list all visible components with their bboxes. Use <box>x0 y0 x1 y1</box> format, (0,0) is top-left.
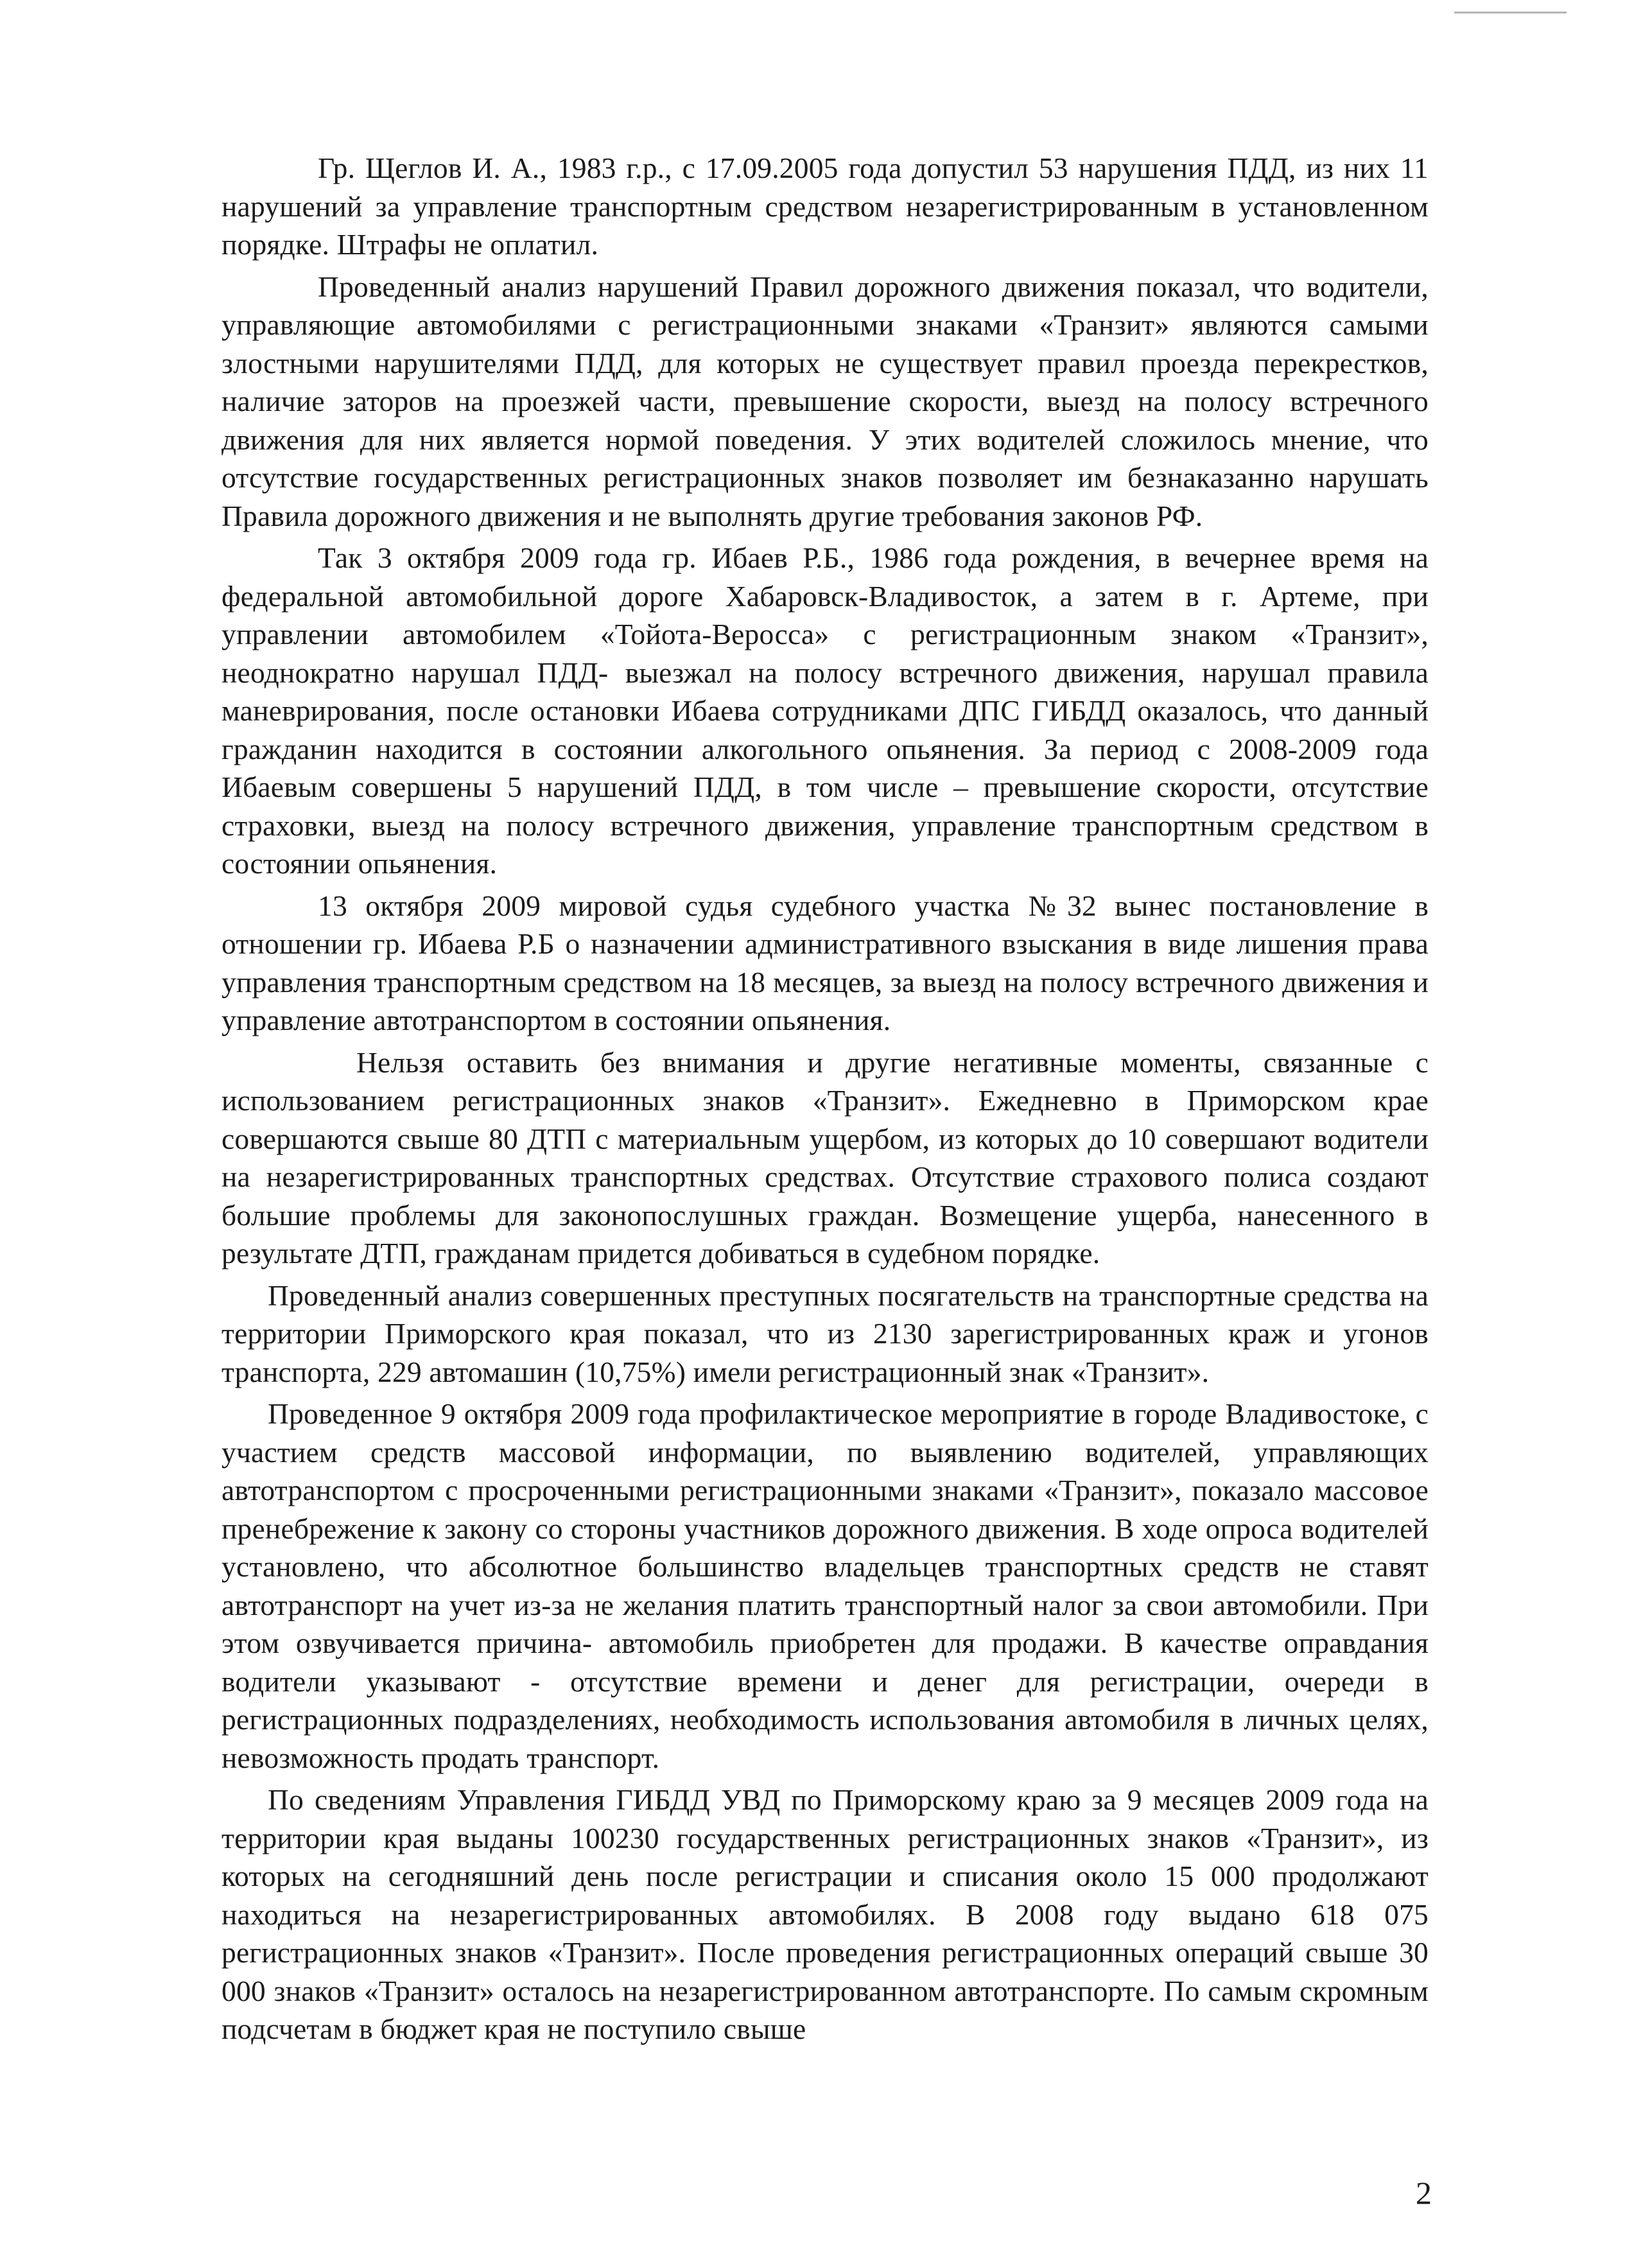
paragraph-shcheglov: Гр. Щеглов И. А., 1983 г.р., с 17.09.2005 года допустил 53 нарушения ПДД, из них 11 нарушений за управление транспортным средством незарегистрированным в установленном порядке. Штрафы не оплатил. <box>222 152 1429 261</box>
paragraph-gibdd-statistics: По сведениям Управления ГИБДД УВД по Приморскому краю за 9 месяцев 2009 года на территории края выданы 100230 государственных регистрационных знаков «Транзит», из которых на сегодняшний день после регистрации и списания около 15 000 продолжают находиться на незарегистрированных автомобилях. В 2008 году выдано 618 075 регистрационных знаков «Транзит». После проведения регистрационных операций свыше 30 000 знаков «Транзит» осталось на незарегистрированном автотранспорте. По самым скромным подсчетам в бюджет края не поступило свыше <box>222 1783 1429 2045</box>
paragraph-ibaev-incident: Так 3 октября 2009 года гр. Ибаев Р.Б., 1986 года рождения, в вечернее время на федеральной автомобильной дороге Хабаровск-Владивосток, а затем в г. Артеме, при управлении автомобилем «Тойота-Веросса» с регистрационным знаком «Транзит», неоднократно нарушал ПДД- выезжал на полосу встречного движения, нарушал правила маневрирования, после остановки Ибаева сотрудниками ДПС ГИБДД оказалось, что данный гражданин находится в состоянии алкогольного опьянения. За период с 2008-2009 года Ибаевым совершены 5 нарушений ПДД, в том числе – превышение скорости, отсутствие страховки, выезд на полосу встречного движения, управление транспортным средством в состоянии опьянения. <box>222 541 1429 880</box>
paragraph-crime-analysis: Проведенный анализ совершенных преступных посягательств на транспортные средства на территории Приморского края показал, что из 2130 зарегистрированных краж и угонов транспорта, 229 автомашин (10,75%) имели регистрационный знак «Транзит». <box>222 1278 1429 1388</box>
scan-edge-mark <box>1454 12 1567 13</box>
page-number: 2 <box>1416 2175 1432 2211</box>
paragraph-preventive-event: Проведенное 9 октября 2009 года профилактическое мероприятие в городе Владивостоке, с участием средств массовой информации, по выявлению водителей, управляющих автотранспортом с просроченными регистрационными знаками «Транзит», показало массовое пренебрежение к закону со стороны участников дорожного движения. В ходе опроса водителей установлено, что абсолютное большинство владельцев транспортных средств не ставят автотранспорт на учет из-за не желания платить транспортный налог за свои автомобили. При этом озвучивается причина- автомобиль приобретен для продажи. В качестве оправдания водители указывают - отсутствие времени и денег для регистрации, очереди в регистрационных подразделениях, необходимость использования автомобиля в личных целях, невозможность продать транспорт. <box>222 1397 1429 1774</box>
document-body <box>222 149 1429 2052</box>
paragraph-analysis: Проведенный анализ нарушений Правил дорожного движения показал, что водители, управляющие автомобилями с регистрационными знаками «Транзит» являются самыми злостными нарушителями ПДД, для которых не существует правил проезда перекрестков, наличие заторов на проезжей части, превышение скорости, выезд на полосу встречного движения для них является нормой поведения. У этих водителей сложилось мнение, что отсутствие государственных регистрационных знаков позволяет им безнаказанно нарушать Правила дорожного движения и не выполнять другие требования законов РФ. <box>222 270 1429 532</box>
paragraph-negative-moments: Нельзя оставить без внимания и другие негативные моменты, связанные с использованием регистрационных знаков «Транзит». Ежедневно в Приморском крае совершаются свыше 80 ДТП с материальным ущербом, из которых до 10 совершают водители на незарегистрированных транспортных средствах. Отсутствие страхового полиса создают большие проблемы для законопослушных граждан. Возмещение ущерба, нанесенного в результате ДТП, гражданам придется добиваться в судебном порядке. <box>222 1045 1429 1269</box>
paragraph-court-decision: 13 октября 2009 мировой судья судебного участка №32 вынес постановление в отношении гр. Ибаева Р.Б о назначении административного взыскания в виде лишения права управления транспортным средством на 18 месяцев, за выезд на полосу встречного движения и управление автотранспортом в состоянии опьянения. <box>222 889 1429 1036</box>
